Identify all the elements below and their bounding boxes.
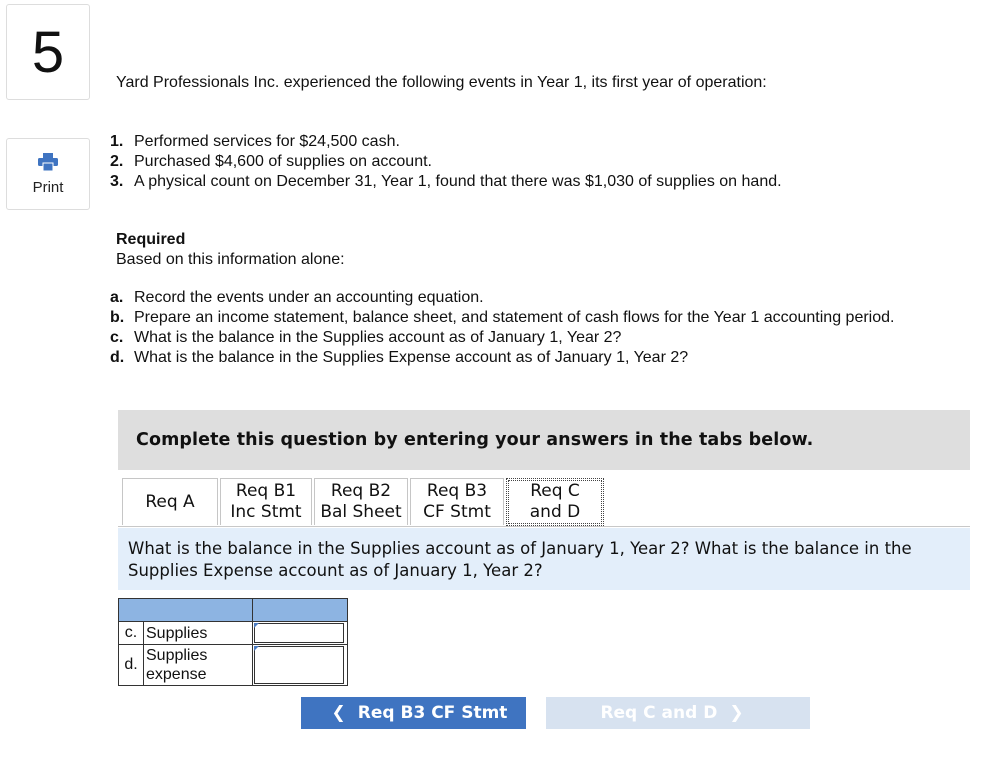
tab-req-b1[interactable]: Req B1 Inc Stmt <box>220 478 312 525</box>
answer-table <box>118 598 348 686</box>
required-section <box>116 230 345 270</box>
printer-icon <box>38 153 58 171</box>
requirement-item: a. Record the events under an accounting equation. <box>110 289 484 306</box>
requirements-list <box>110 288 894 368</box>
intro-text: Yard Professionals Inc. experienced the following events in Year 1, its first year of operation: <box>116 74 767 91</box>
next-tab-label: Req C and D <box>600 703 718 723</box>
chevron-right-icon: ❯ <box>729 703 744 723</box>
question-number: 5 <box>6 4 90 100</box>
event-item: 2. Purchased $4,600 of supplies on account. <box>110 153 432 170</box>
events-list <box>110 132 782 192</box>
supplies-input[interactable] <box>254 623 344 643</box>
print-button[interactable] <box>6 138 90 210</box>
answer-row-supplies <box>119 622 348 645</box>
row-letter: d. <box>119 645 144 686</box>
requirement-item: c. What is the balance in the Supplies account as of January 1, Year 2? <box>110 329 622 346</box>
requirement-item: b. Prepare an income statement, balance sheet, and statement of cash flows for the Year 1 accounting period. <box>110 309 895 326</box>
input-marker-icon <box>254 646 259 651</box>
tab-req-a[interactable]: Req A <box>122 478 218 525</box>
required-heading: Required <box>116 231 186 248</box>
question-panel <box>118 528 970 590</box>
tab-req-b3[interactable]: Req B3 CF Stmt <box>410 478 504 525</box>
prev-tab-button[interactable] <box>301 697 526 729</box>
row-label: Supplies <box>144 622 253 645</box>
print-label: Print <box>32 178 64 196</box>
event-item: 3. A physical count on December 31, Year 1, found that there was $1,030 of supplies on hand. <box>110 173 782 190</box>
tab-req-c-and-d[interactable]: Req C and D <box>506 478 604 526</box>
answer-row-supplies-expense <box>119 645 348 686</box>
row-label: Supplies expense <box>144 645 253 686</box>
banner-text: Complete this question by entering your answers in the tabs below. <box>136 430 814 450</box>
event-item: 1. Performed services for $24,500 cash. <box>110 133 400 150</box>
required-sub: Based on this information alone: <box>116 251 345 268</box>
tab-bar <box>118 476 970 527</box>
prev-tab-label: Req B3 CF Stmt <box>357 703 508 723</box>
answer-table-header <box>119 599 348 622</box>
input-marker-icon <box>254 623 259 628</box>
next-tab-button[interactable] <box>546 697 810 729</box>
supplies-expense-input[interactable] <box>254 646 344 684</box>
tab-req-b2[interactable]: Req B2 Bal Sheet <box>314 478 408 525</box>
question-text: What is the balance in the Supplies account as of January 1, Year 2? What is the balance in the Supplies Expense account as of January 1, Year 2? <box>128 539 912 580</box>
row-letter: c. <box>119 622 144 645</box>
requirement-item: d. What is the balance in the Supplies Expense account as of January 1, Year 2? <box>110 349 689 366</box>
chevron-left-icon: ❮ <box>331 703 346 723</box>
instruction-banner <box>118 410 970 470</box>
